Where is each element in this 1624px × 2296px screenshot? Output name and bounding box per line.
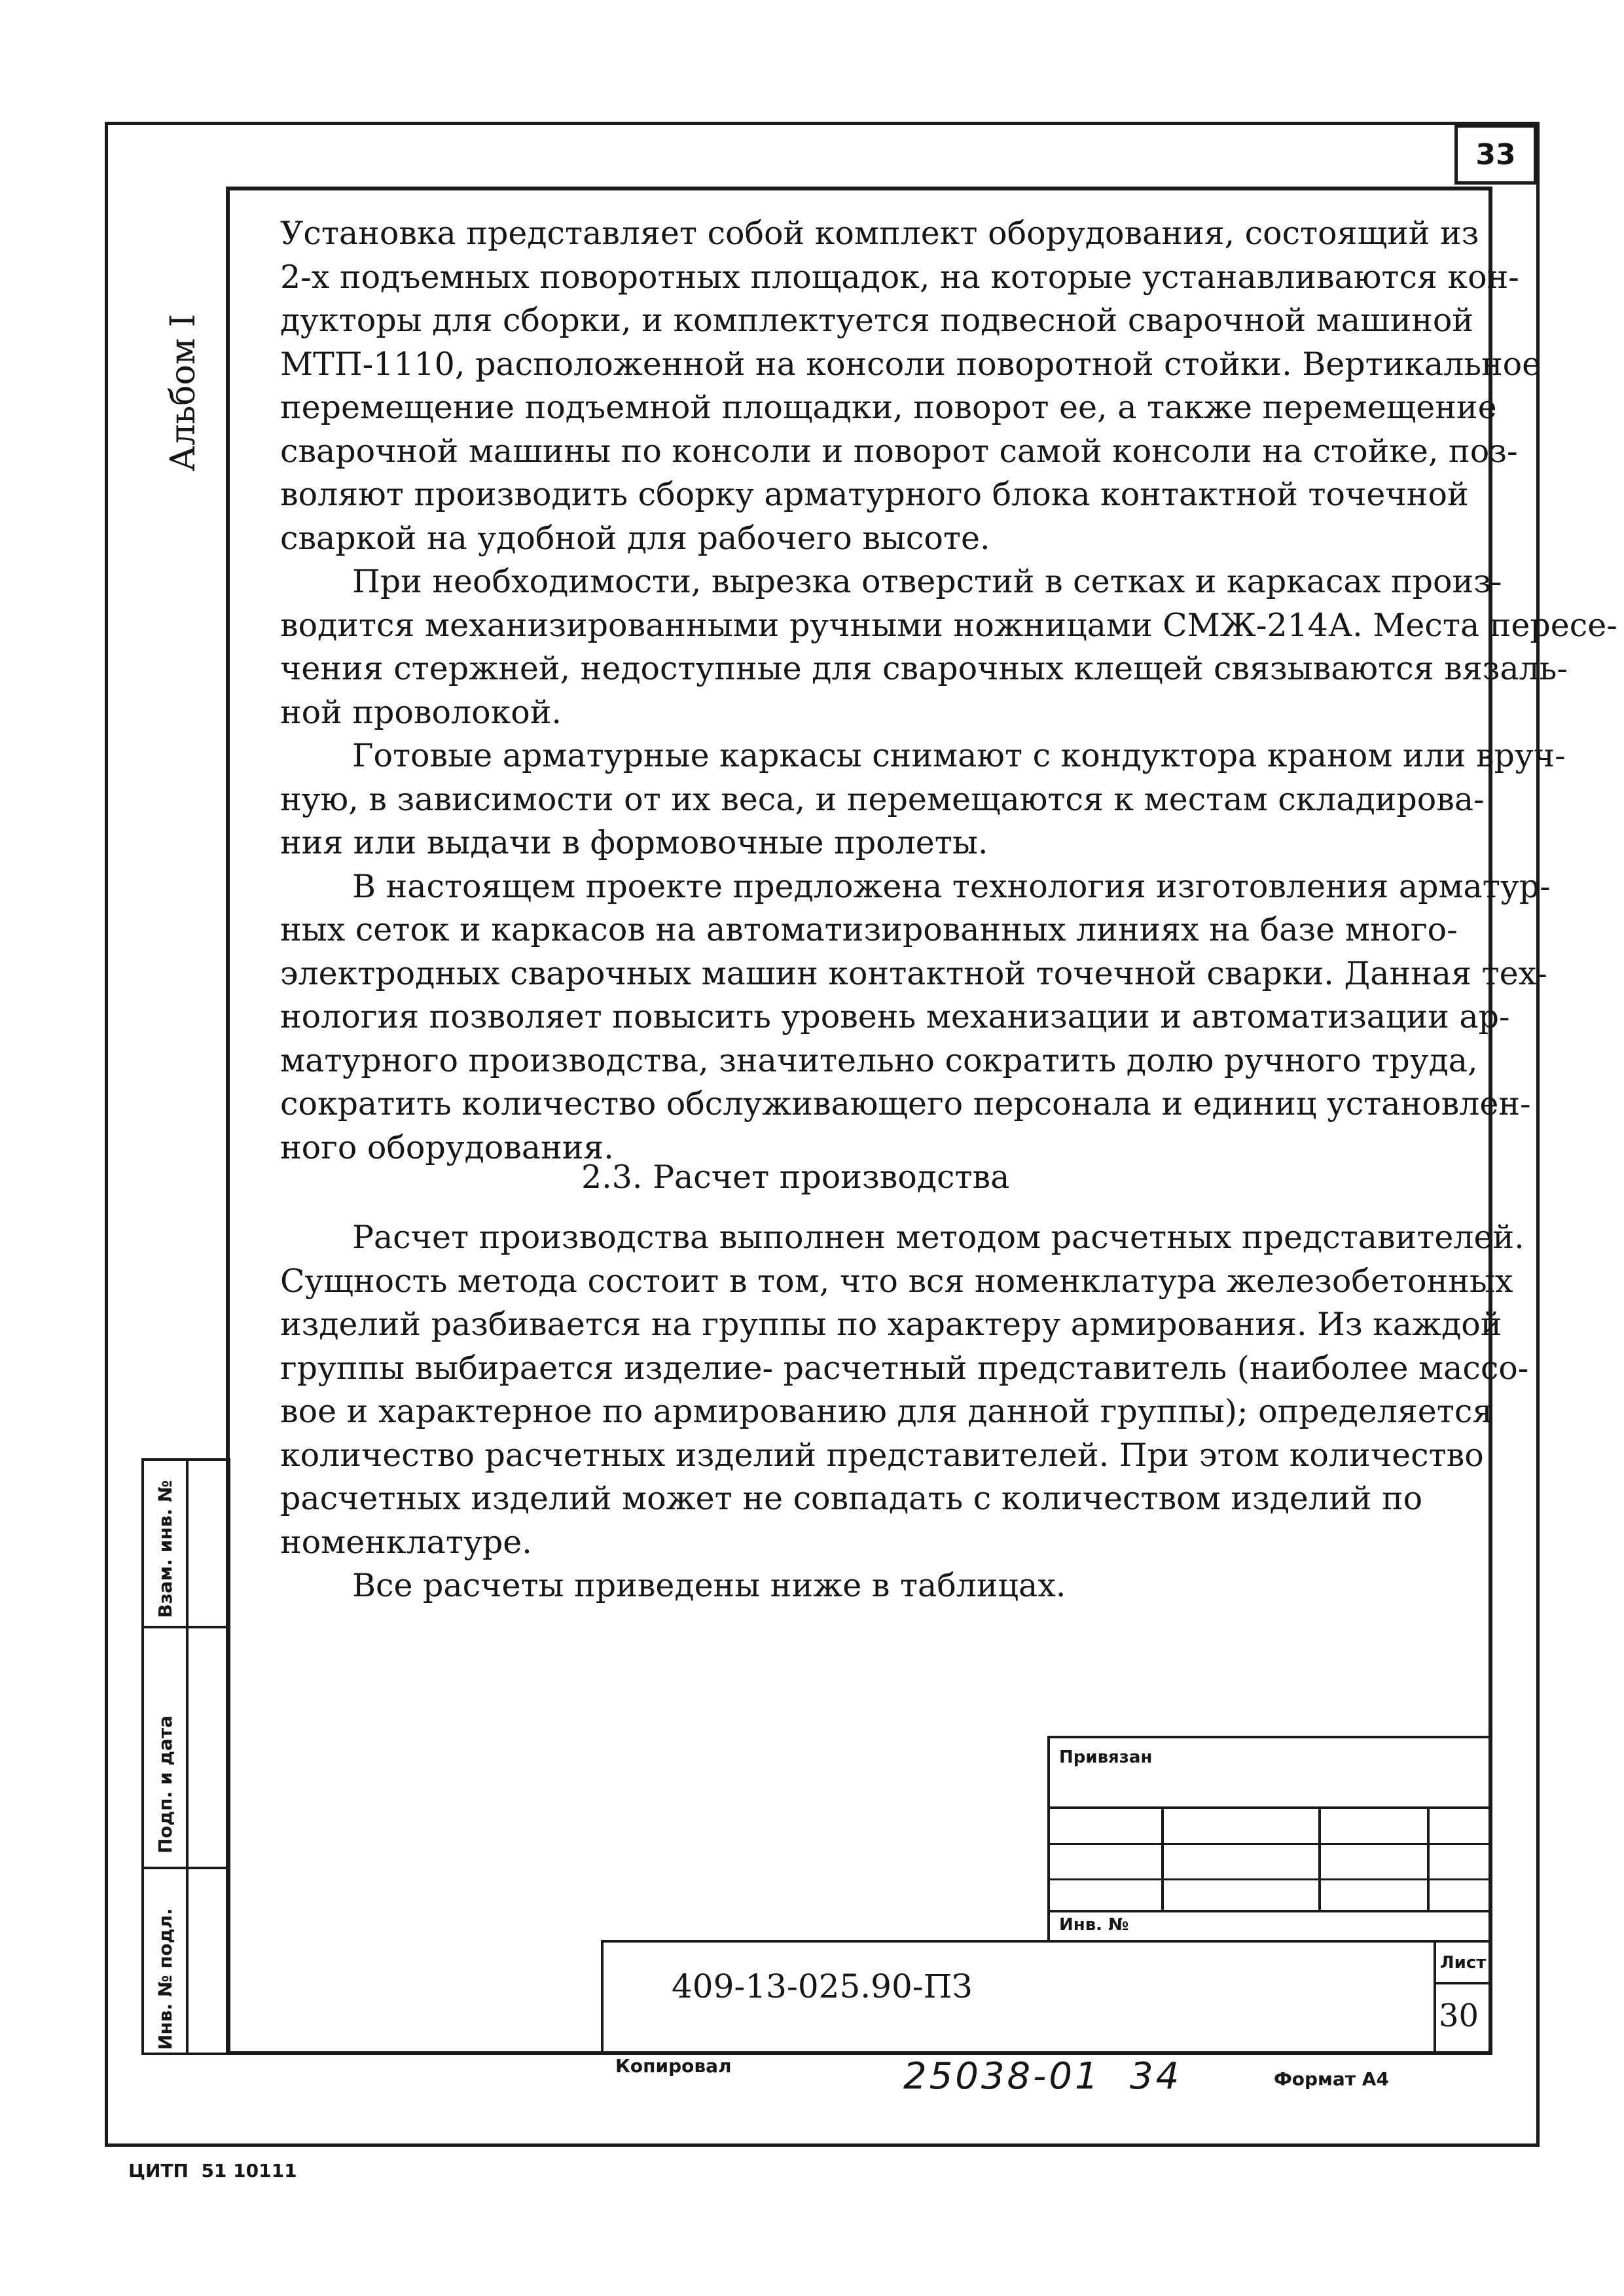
- paragraph: Установка представляет собой комплект оборудования, состоящий из 2-х подъемных поворотных площадок, на которые устанавливаются кон- дукторы для сборки, и комплектуется подвесной сварочной машиной МТП-1110, расположенной на консоли поворотной стойки. Вертикальное перемещение подъемной площадки, поворот ее, а также перемещение сварочной машины по консоли и поворот самой консоли на стойке, поз- воляют производить сборку арматурного блока контактной точечной сваркой на удобной для рабочего высоте.: [280, 215, 1542, 557]
- stamp-divider: [144, 1867, 228, 1869]
- body-text-section-2: [280, 1216, 1529, 1608]
- table-rule: [1050, 1910, 1490, 1912]
- paragraph: В настоящем проекте предложена технология изготовления арматур- ных сеток и каркасов на автоматизированных линиях на базе много- электродных сварочных машин контактной точечной сварки. Данная тех- нология позволяет повысить уровень механизации и автоматизации ар- матурного производства, значительно сократить долю ручного труда, сократить количество обслуживающего персонала и единиц установлен- ного оборудования.: [280, 867, 1551, 1166]
- stamp-divider: [144, 1626, 228, 1628]
- page-number: 33: [1454, 124, 1537, 185]
- album-label: Альбом I: [164, 314, 203, 472]
- paragraph: Расчет производства выполнен методом расчетных представителей. Сущность метода состоит в том, что вся номенклатура железобетонных изделий разбивается на группы по характеру армирования. Из каждой группы выбирается изделие- расчетный представитель (наиболее массо- вое и характерное по армированию для данной группы); определяется количество расчетных изделий представителей. При этом количество расчетных изделий может не совпадать с количеством изделий по номенклатуре.: [280, 1219, 1529, 1561]
- privyazan-label: Привязан: [1059, 1748, 1153, 1767]
- inv-no-label: Инв. №: [1059, 1915, 1129, 1935]
- stamp-vzam-label: Взам. инв. №: [154, 1480, 176, 1618]
- document-code: 409-13-025.90-ПЗ: [672, 1967, 973, 2005]
- table-rule: [1434, 1943, 1436, 2053]
- ciitp-code: ЦИТП 51 10111: [128, 2160, 297, 2181]
- paragraph: Все расчеты приведены ниже в таблицах.: [352, 1567, 1066, 1604]
- copy-page-number: 34: [1130, 2055, 1182, 2098]
- table-rule: [1050, 1878, 1490, 1880]
- main-title-block: [601, 1940, 1492, 2055]
- stamp-podp-label: Подп. и дата: [154, 1715, 176, 1854]
- table-rule: [1318, 1806, 1321, 1911]
- table-rule: [1050, 1843, 1490, 1845]
- table-rule: [1427, 1806, 1430, 1911]
- stamp-strip: [141, 1458, 230, 2055]
- kopiroval-label: Копировал: [615, 2055, 732, 2077]
- order-number: 25038-01: [903, 2055, 1101, 2098]
- sheet-label: Лист: [1440, 1953, 1487, 1973]
- table-rule: [1050, 1806, 1490, 1809]
- paragraph: Готовые арматурные каркасы снимают с кондуктора краном или вруч- ную, в зависимости от их веса, и перемещаются к местам складирова- ния или выдачи в формовочные пролеты.: [280, 737, 1566, 861]
- format-label: Формат А4: [1274, 2068, 1389, 2090]
- paragraph: При необходимости, вырезка отверстий в сетках и каркасах произ- водится механизированными ручными ножницами СМЖ-214А. Места пересе- чения стержней, недоступные для сварочных клещей связываются вязаль- ной проволокой.: [280, 563, 1617, 731]
- sheet-number: 30: [1439, 1998, 1479, 2034]
- section-heading: 2.3. Расчет производства: [581, 1158, 1010, 1196]
- stamp-inv-label: Инв. № подл.: [154, 1908, 176, 2050]
- table-rule: [1434, 1982, 1492, 1984]
- binding-table: [1047, 1736, 1492, 1943]
- table-rule: [1161, 1806, 1164, 1911]
- body-text: [280, 212, 1617, 1170]
